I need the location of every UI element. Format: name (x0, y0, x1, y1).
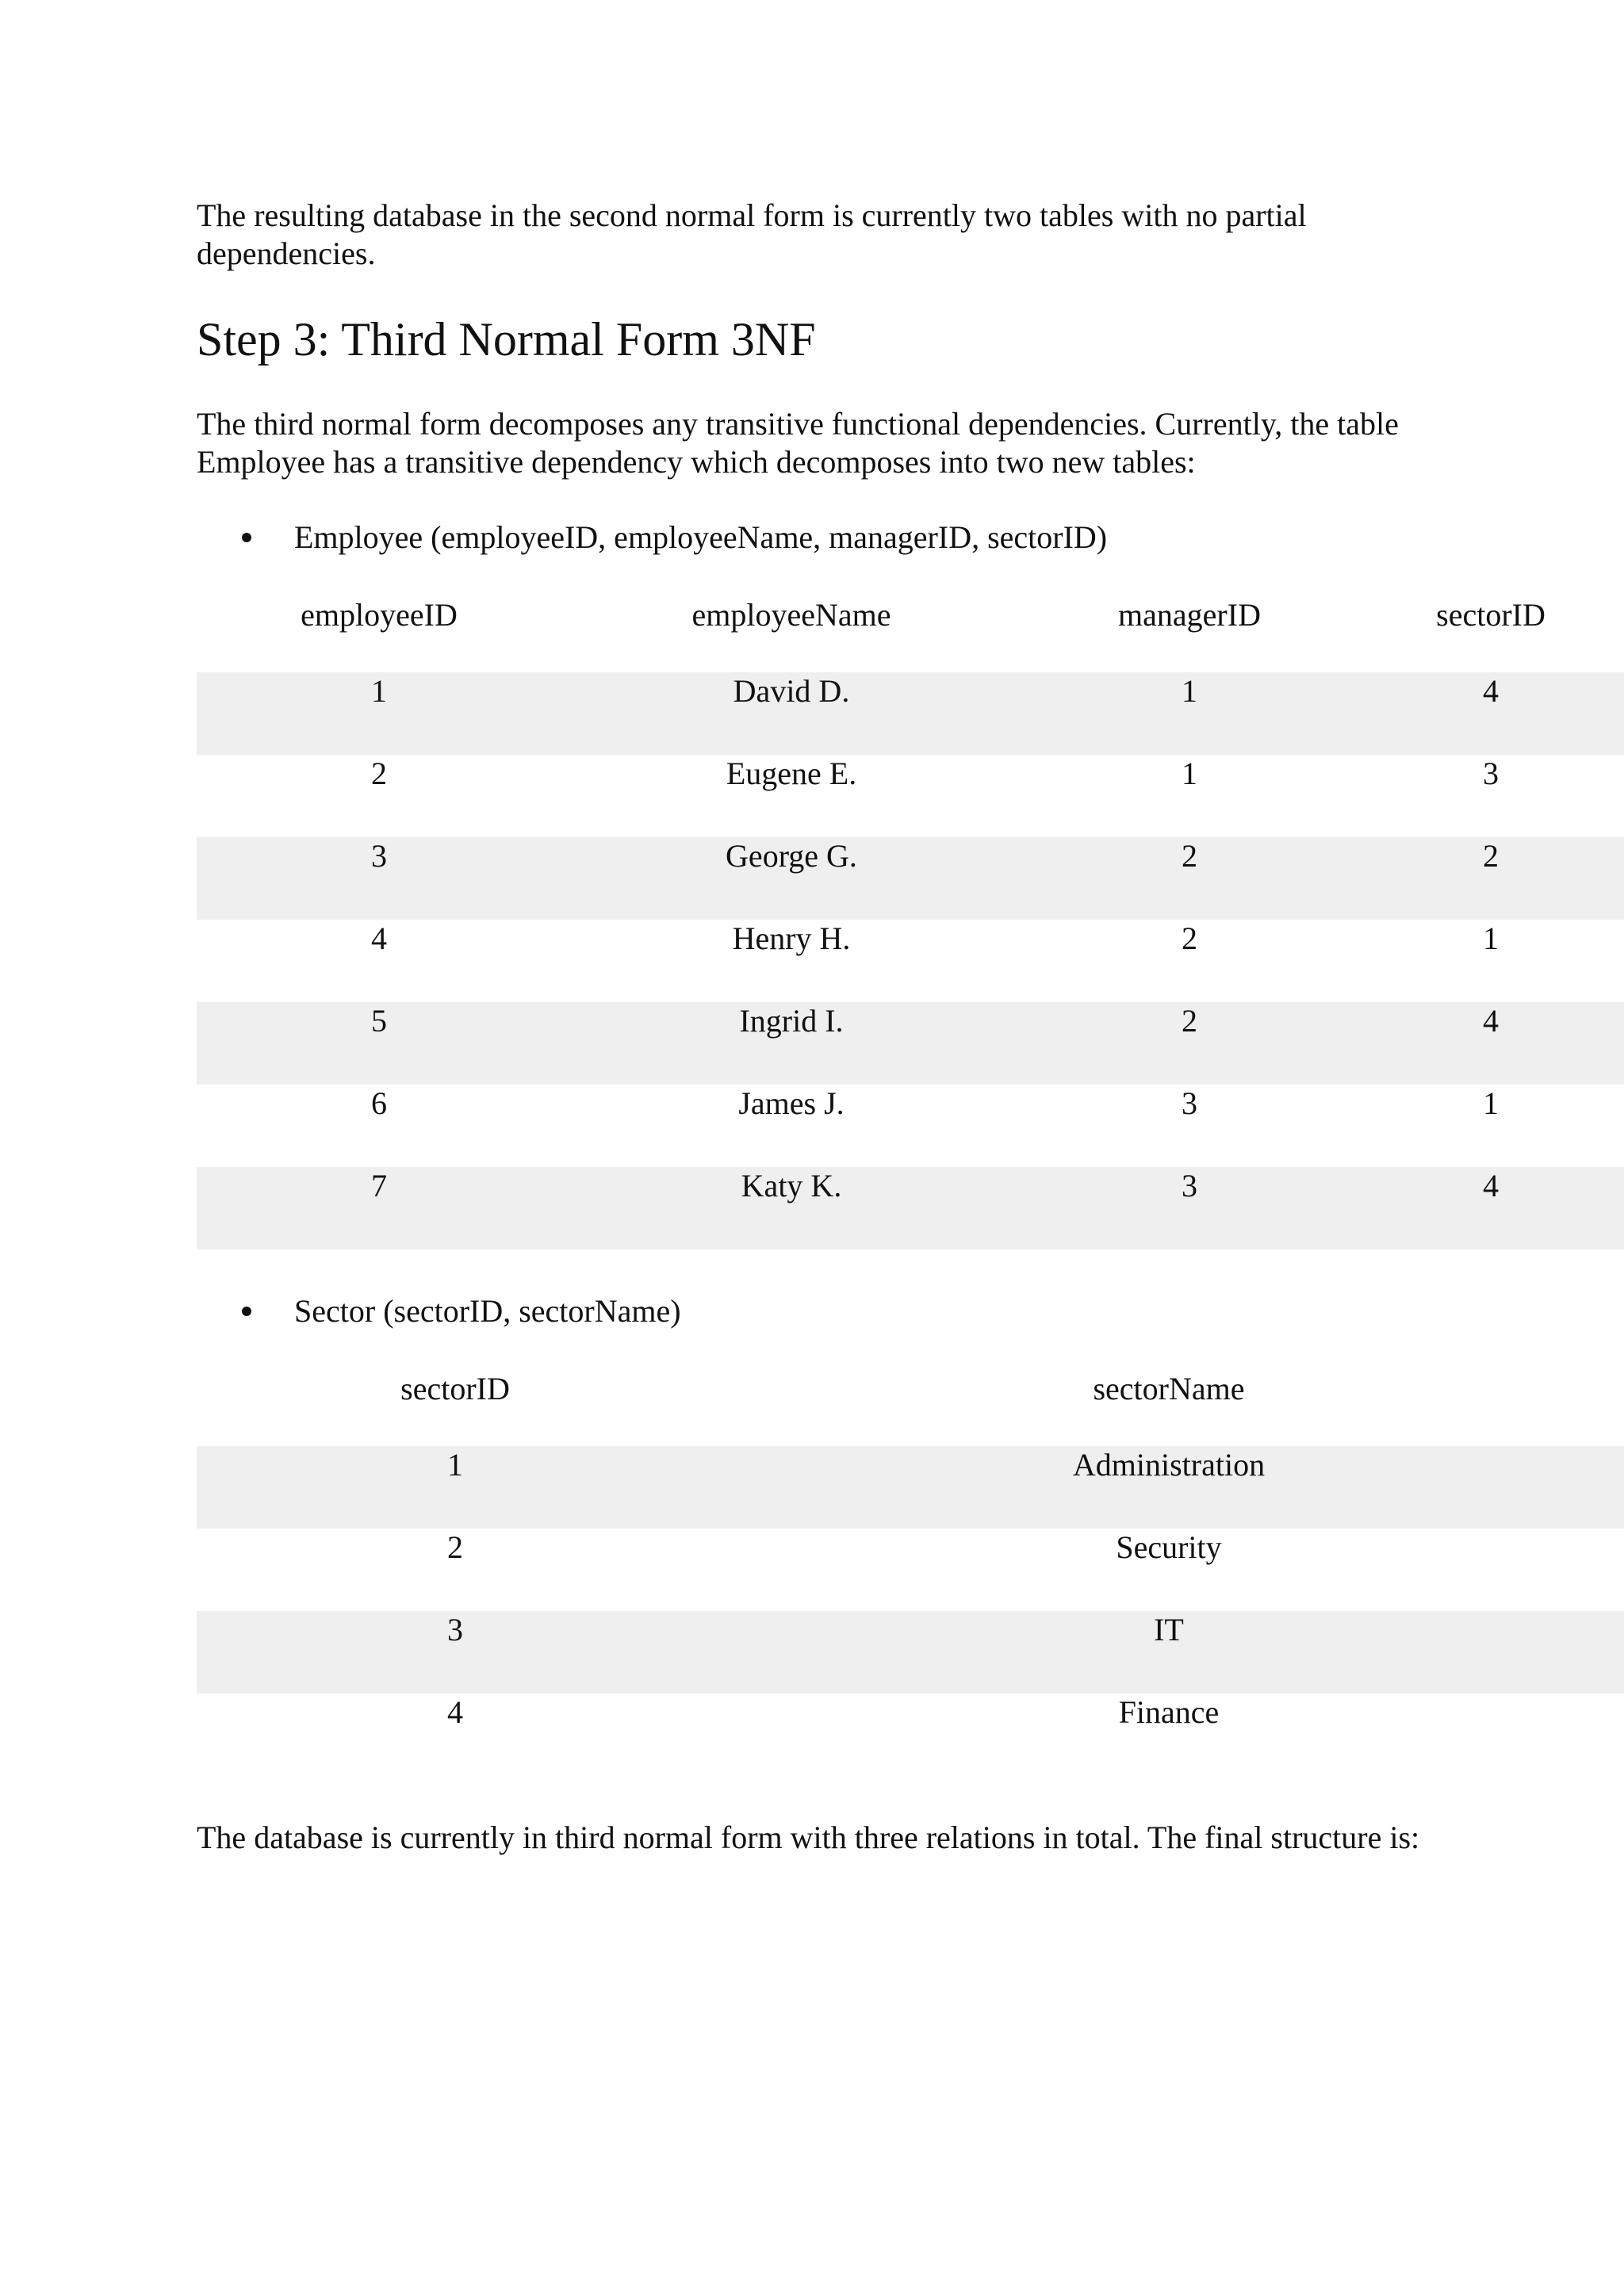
table-cell: 2 (1483, 838, 1499, 874)
table-cell: Administration (1072, 1447, 1266, 1483)
column-header: employeeID (301, 597, 458, 633)
closing-paragraph: The database is currently in third normal form with three relations in total. The final structure is: (197, 1820, 1420, 1855)
employee-table-header (197, 596, 1624, 672)
table-cell: 3 (1182, 1168, 1197, 1203)
table-row (197, 837, 1624, 920)
sector-table (197, 1370, 1624, 1776)
table-cell: 2 (1182, 1003, 1197, 1039)
table-row (197, 755, 1624, 837)
table-cell: 4 (1483, 673, 1499, 709)
table-row (197, 1002, 1624, 1085)
table-row (197, 1167, 1624, 1249)
column-header: sectorID (1436, 597, 1545, 633)
table-row (197, 1529, 1624, 1611)
table-cell: 2 (1182, 838, 1197, 874)
employee-bullet (242, 519, 1107, 557)
table-row (197, 1611, 1624, 1693)
employee-table (197, 596, 1624, 1249)
table-cell: 4 (371, 920, 387, 956)
description-paragraph: The third normal form decomposes any transitive functional dependencies. Currently, the table Employee has a transitive dependency which decomposes into two new tables: (197, 406, 1399, 480)
sector-table-header (197, 1370, 1624, 1446)
table-cell: Eugene E. (726, 756, 857, 791)
table-cell: 4 (1483, 1003, 1499, 1039)
bullet-icon (242, 533, 251, 542)
table-cell: 3 (1483, 756, 1499, 791)
table-cell: James J. (738, 1085, 845, 1121)
table-row (197, 672, 1624, 755)
table-cell: 6 (371, 1085, 387, 1121)
intro-paragraph: The resulting database in the second normal form is currently two tables with no partial dependencies. (197, 197, 1307, 271)
table-cell: 3 (1182, 1085, 1197, 1121)
sector-bullet (242, 1292, 681, 1330)
table-cell: IT (1154, 1612, 1184, 1647)
table-cell: 2 (447, 1529, 463, 1565)
table-cell: 2 (1182, 920, 1197, 956)
table-cell: 4 (447, 1694, 463, 1730)
table-cell: 1 (1483, 920, 1499, 956)
table-cell: 2 (371, 756, 387, 791)
table-cell: 1 (1182, 756, 1197, 791)
employee-table-caption: Employee (employeeID, employeeName, managerID, sectorID) (294, 519, 1108, 555)
table-cell: Security (1116, 1529, 1222, 1565)
table-cell: 3 (371, 838, 387, 874)
table-row (197, 1693, 1624, 1776)
table-cell: George G. (726, 838, 857, 874)
table-cell: 5 (371, 1003, 387, 1039)
table-row (197, 920, 1624, 1002)
table-cell: Katy K. (741, 1168, 842, 1203)
table-row (197, 1446, 1624, 1529)
column-header: sectorID (400, 1371, 510, 1406)
table-cell: Ingrid I. (739, 1003, 844, 1039)
table-cell: 1 (1483, 1085, 1499, 1121)
table-cell: 4 (1483, 1168, 1499, 1203)
table-cell: Henry H. (732, 920, 851, 956)
section-heading: Step 3: Third Normal Form 3NF (197, 313, 816, 365)
column-header: sectorName (1093, 1371, 1245, 1406)
column-header: managerID (1118, 597, 1261, 633)
table-cell: 1 (1182, 673, 1197, 709)
table-cell: David D. (733, 673, 850, 709)
table-cell: 3 (447, 1612, 463, 1647)
column-header: employeeName (691, 597, 891, 633)
table-row (197, 1085, 1624, 1167)
table-cell: 1 (371, 673, 387, 709)
bullet-icon (242, 1307, 251, 1316)
sector-table-caption: Sector (sectorID, sectorName) (294, 1293, 681, 1329)
table-cell: 1 (447, 1447, 463, 1483)
table-cell: 7 (371, 1168, 387, 1203)
table-cell: Finance (1118, 1694, 1220, 1730)
